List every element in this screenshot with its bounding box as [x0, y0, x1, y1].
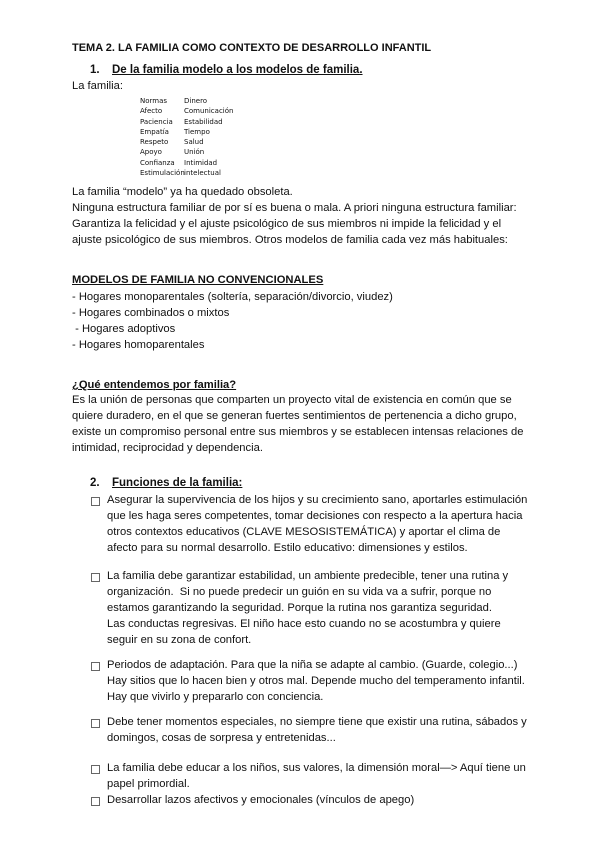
bullet-line: Asegurar la supervivencia de los hijos y su crecimiento sano, aportarles estimulación — [107, 494, 528, 506]
value-item: Confianza — [140, 158, 175, 167]
paragraph-line: Ninguna estructura familiar de por sí es buena o mala. A priori ninguna estructura familiar: — [72, 202, 517, 214]
value-item: Intimidad — [184, 158, 218, 167]
bullet-line: La familia debe educar a los niños, sus valores, la dimensión moral—> Aquí tiene un — [107, 762, 526, 774]
value-item: Comunicación — [184, 107, 234, 116]
list-item: - Hogares combinados o mixtos — [72, 307, 230, 319]
paragraph-line: quiere duradero, en el que se generan fuertes sentimientos de pertenencia a dicho grupo, — [72, 410, 517, 422]
document-title: TEMA 2. LA FAMILIA COMO CONTEXTO DE DESARROLLO INFANTIL — [72, 42, 432, 54]
section1-number: 1. — [90, 64, 100, 76]
function-bullet — [107, 492, 527, 556]
paragraph-line: Es la unión de personas que comparten un proyecto vital de existencia en común que se — [72, 394, 512, 406]
values-col2 — [184, 96, 233, 178]
value-item: Apoyo — [140, 148, 162, 157]
list-item: - Hogares homoparentales — [72, 339, 205, 351]
paragraph-line: ajuste psicológico de sus miembros. Otros modelos de familia cada vez más habituales: — [72, 234, 508, 246]
function-bullet — [107, 792, 414, 808]
bullet-line: Hay que vivirlo y prepararlo con conciencia. — [107, 691, 324, 703]
value-item: Empatía — [140, 127, 169, 136]
bullet-square-icon — [91, 719, 100, 728]
values-col1 — [140, 96, 185, 178]
bullet-line: otros contextos educativos (CLAVE MESOSISTEMÁTICA) y aportar el clima de — [107, 526, 501, 538]
bullet-line: domingos, cosas de sorpresa y entretenidas... — [107, 732, 336, 744]
value-item: Unión — [184, 148, 205, 157]
bullet-square-icon — [91, 497, 100, 506]
section1-paragraph — [72, 184, 517, 248]
value-item: Normas — [140, 97, 168, 105]
paragraph-line: intimidad, reciprocidad y dependencia. — [72, 442, 263, 454]
list-item: - Hogares adoptivos — [72, 323, 176, 335]
section1-title: De la familia modelo a los modelos de familia. — [112, 64, 363, 76]
section2-title: Funciones de la familia: — [112, 477, 243, 489]
paragraph-line: La familia “modelo” ya ha quedado obsoleta. — [72, 186, 293, 198]
section1-heading — [90, 64, 363, 76]
bullet-line: Debe tener momentos especiales, no siempre tiene que existir una rutina, sábados y — [107, 716, 527, 728]
definition-paragraph — [72, 392, 523, 456]
value-item: Estabilidad — [184, 117, 223, 126]
value-item: Estimulación — [140, 169, 185, 178]
value-item: Dinero — [184, 97, 208, 105]
function-bullet — [107, 568, 508, 648]
value-item: Tiempo — [184, 127, 210, 136]
paragraph-line: existe un compromiso personal entre sus miembros y se establecen intensas relaciones de — [72, 426, 524, 438]
value-item: Afecto — [140, 107, 163, 116]
paragraph-line: Garantiza la felicidad y el ajuste psicológico de sus miembros ni impide la felicidad y el — [72, 218, 502, 230]
bullet-line: que les haga seres competentes, tomar decisiones con respecto a la apertura hacia — [107, 510, 523, 522]
bullet-square-icon — [91, 765, 100, 774]
bullet-square-icon — [91, 662, 100, 671]
value-item: Paciencia — [140, 117, 173, 126]
bullet-line: organización. Si no puede predecir un guión en su vida va a sufrir, porque no — [107, 586, 492, 598]
function-bullet — [107, 657, 525, 705]
section1-intro: La familia: — [72, 80, 123, 92]
bullet-line: estamos garantizando la seguridad. Porque la rutina nos garantiza seguridad. — [107, 602, 492, 614]
section2-number: 2. — [90, 477, 100, 489]
bullet-square-icon — [91, 797, 100, 806]
bullet-line: La familia debe garantizar estabilidad, un ambiente predecible, tener una rutina y — [107, 570, 509, 582]
definition-heading: ¿Qué entendemos por familia? — [72, 379, 237, 391]
bullet-square-icon — [91, 573, 100, 582]
bullet-line: afecto para su normal desarrollo. Estilo educativo: dimensiones y estilos. — [107, 542, 468, 554]
list-item: - Hogares monoparentales (soltería, separación/divorcio, viudez) — [72, 291, 393, 303]
bullet-line: seguir en su zona de confort. — [107, 634, 252, 646]
value-item: intelectual — [184, 169, 221, 178]
bullet-line: papel primordial. — [107, 778, 190, 790]
bullet-line: Desarrollar lazos afectivos y emocionales (vínculos de apego) — [107, 794, 415, 806]
bullet-line: Hay sitios que lo hacen bien y otros mal. Depende mucho del temperamento infantil. — [107, 675, 525, 687]
models-heading: MODELOS DE FAMILIA NO CONVENCIONALES — [72, 274, 324, 286]
function-bullet — [107, 760, 526, 792]
models-list — [72, 289, 393, 353]
value-item: Respeto — [140, 138, 169, 147]
section2-heading — [90, 477, 242, 489]
bullet-line: Las conductas regresivas. El niño hace esto cuando no se acostumbra y quiere — [107, 618, 501, 630]
bullet-line: Periodos de adaptación. Para que la niña se adapte al cambio. (Guarde, colegio...) — [107, 659, 518, 671]
value-item: Salud — [184, 138, 204, 147]
function-bullet — [107, 714, 527, 746]
